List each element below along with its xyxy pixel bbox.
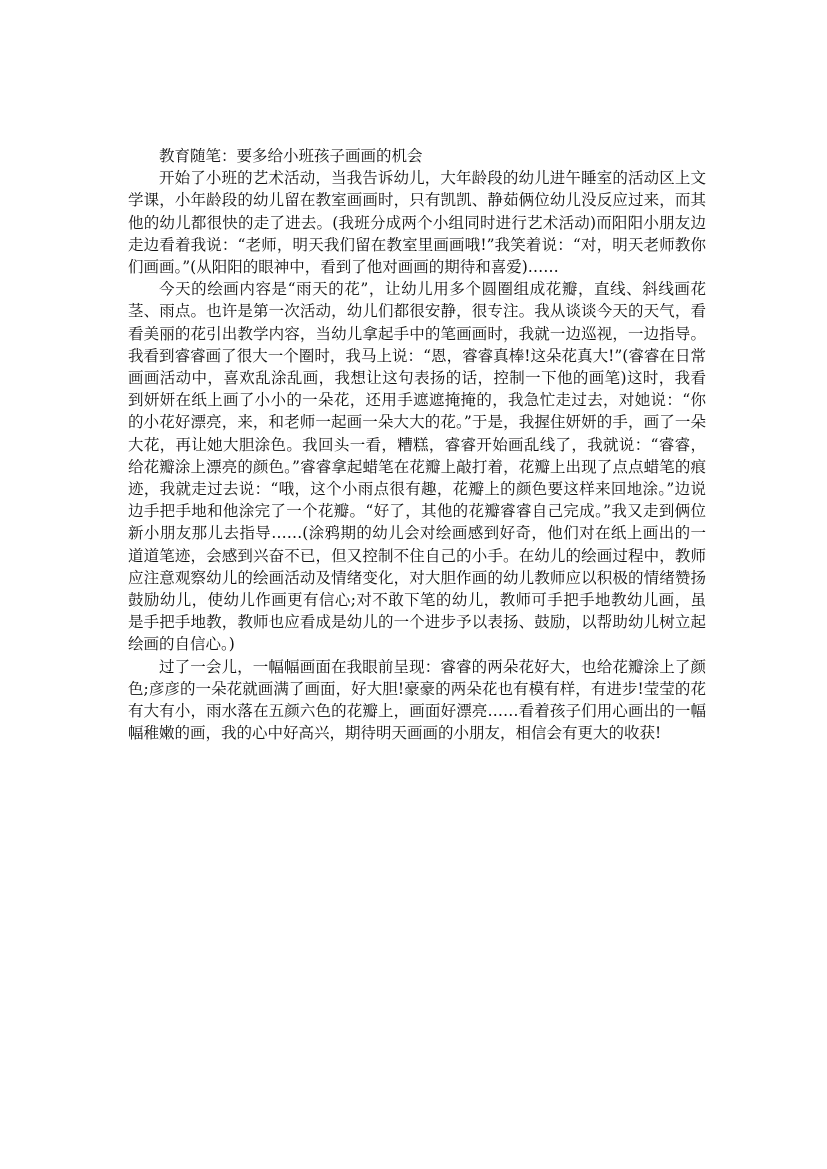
paragraph-3: 过了一会儿，一幅幅画面在我眼前呈现：睿睿的两朵花好大，也给花瓣涂上了颜色;彦彦的一朵花就画满了画面，好大胆!豪豪的两朵花也有模有样，有进步!莹莹的花有大有小，雨水落在五颜六色的花瓣上，画面好漂亮……看着孩子们用心画出的一幅幅稚嫩的画，我的心中好高兴，期待明天画画的小朋友，相信会有更大的收获! (128, 657, 706, 743)
paragraph-1: 开始了小班的艺术活动，当我告诉幼儿，大年龄段的幼儿进午睡室的活动区上文学课，小年龄段的幼儿留在教室画画时，只有凯凯、静茹俩位幼儿没反应过来，而其他的幼儿都很快的走了进去。(我班分成两个小组同时进行艺术活动)而阳阳小朋友边走边看着我说：“老师，明天我们留在教室里画画哦!”我笑着说：“对，明天老师教你们画画。”(从阳阳的眼神中，看到了他对画画的期待和喜爱)…… (128, 169, 706, 277)
document-title: 教育随笔：要多给小班孩子画画的机会 (159, 147, 423, 165)
paragraph-2: 今天的绘画内容是“雨天的花”，让幼儿用多个圆圈组成花瓣，直线、斜线画花茎、雨点。也许是第一次活动，幼儿们都很安静，很专注。我从谈谈今天的天气，看看美丽的花引出教学内容，当幼儿拿起手中的笔画画时，我就一边巡视，一边指导。我看到睿睿画了很大一个圈时，我马上说：“恩，睿睿真棒!这朵花真大!”(睿睿在日常画画活动中，喜欢乱涂乱画，我想让这句表扬的话，控制一下他的画笔)这时，我看到妍妍在纸上画了小小的一朵花，还用手遮遮掩掩的，我急忙走过去，对她说：“你的小花好漂亮，来，和老师一起画一朵大大的花。”于是，我握住妍妍的手，画了一朵大花，再让她大胆涂色。我回头一看，糟糕，睿睿开始画乱线了，我就说：“睿睿，给花瓣涂上漂亮的颜色。”睿睿拿起蜡笔在花瓣上敲打着，花瓣上出现了点点蜡笔的痕迹，我就走过去说：“哦，这个小雨点很有趣，花瓣上的颜色要这样来回地涂。”边说边手把手地和他涂完了一个花瓣。“好了，其他的花瓣睿睿自己完成。”我又走到俩位新小朋友那儿去指导……(涂鸦期的幼儿会对绘画感到好奇，他们对在纸上画出的一道道笔迹，会感到兴奋不已，但又控制不住自己的小手。在幼儿的绘画过程中，教师应注意观察幼儿的绘画活动及情绪变化，对大胆作画的幼儿教师应以积极的情绪赞扬鼓励幼儿，使幼儿作画更有信心;对不敢下笔的幼儿，教师可手把手地教幼儿画，虽是手把手地教，教师也应看成是幼儿的一个进步予以表扬、鼓励，以帮助幼儿树立起绘画的自信心。) (128, 280, 706, 654)
document-body (128, 145, 706, 744)
